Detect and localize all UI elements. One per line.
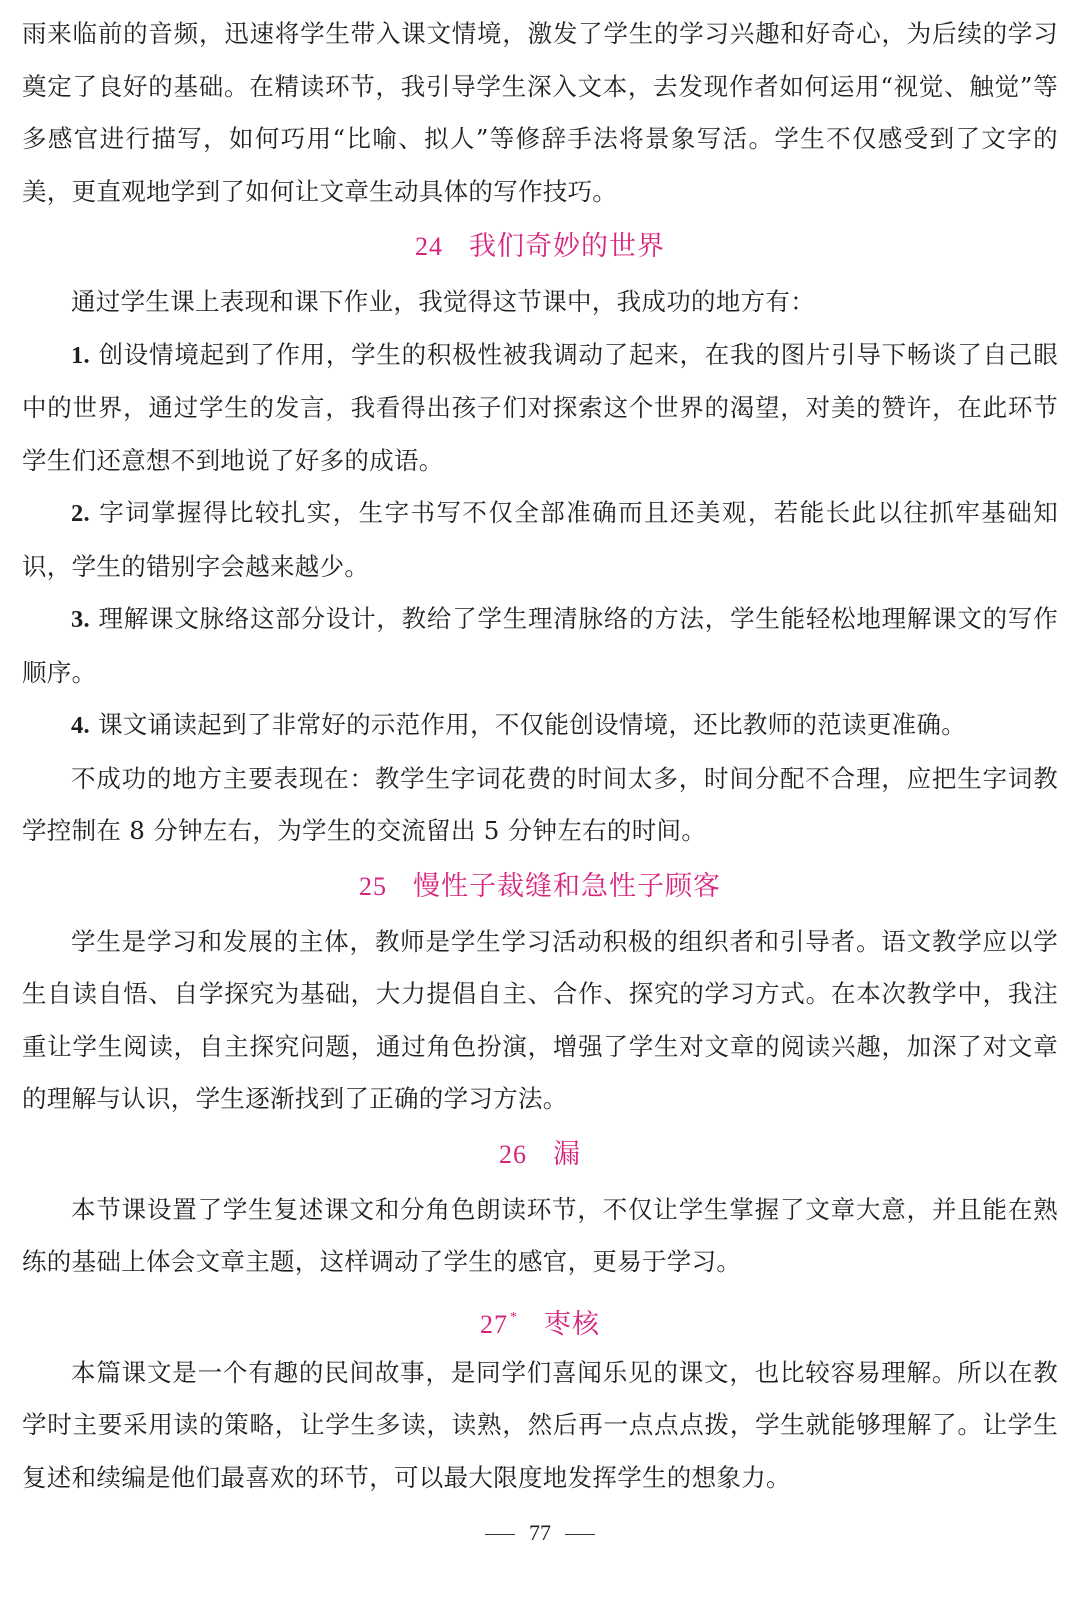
item-text: 课文诵读起到了非常好的示范作用，不仅能创设情境，还比教师的范读更准确。 xyxy=(89,710,967,739)
lesson-25-heading xyxy=(22,860,1058,914)
lesson-24-heading xyxy=(22,220,1058,274)
lesson-26-paragraph: 本节课设置了学生复述课文和分角色朗读环节，不仅让学生掌握了文章大意，并且能在熟练的基础上体会文章主题，这样调动了学生的感官，更易于学习。 xyxy=(22,1194,1058,1276)
item-number: 2. xyxy=(71,500,90,527)
lesson-24-item-1 xyxy=(22,329,1058,488)
lesson-26-number: 26 xyxy=(499,1139,527,1169)
lesson-25-number: 25 xyxy=(359,871,387,901)
lesson-24-item-4 xyxy=(22,699,1058,753)
item-text: 创设情境起到了作用，学生的积极性被我调动了起来，在我的图片引导下畅谈了自己眼中的世界，通过学生的发言，我看得出孩子们对探索这个世界的渴望，对美的赞许，在此环节学生们还意想不到地说了好多的成语。 xyxy=(22,339,1058,475)
lesson-27-paragraph: 本篇课文是一个有趣的民间故事，是同学们喜闻乐见的课文，也比较容易理解。所以在教学时主要采用读的策略，让学生多读，读熟，然后再一点点点拨，学生就能够理解了。让学生复述和续编是他们最喜欢的环节，可以最大限度地发挥学生的想象力。 xyxy=(22,1357,1058,1492)
document-page xyxy=(22,8,1058,1504)
lesson-26-heading xyxy=(22,1128,1058,1182)
item-text: 字词掌握得比较扎实，生字书写不仅全部准确而且还美观，若能长此以往抓牢基础知识，学生的错别字会越来越少。 xyxy=(22,498,1058,581)
lesson-24-shortcoming: 不成功的地方主要表现在：教学生字词花费的时间太多，时间分配不合理，应把生字词教学控制在 8 分钟左右，为学生的交流留出 5 分钟左右的时间。 xyxy=(22,763,1058,845)
lesson-27-number-group xyxy=(480,1310,518,1339)
item-number: 1. xyxy=(71,341,90,369)
item-text: 理解课文脉络这部分设计，教给了学生理清脉络的方法，学生能轻松地理解课文的写作顺序。 xyxy=(22,604,1058,687)
lesson-24-lead: 通过学生课上表现和课下作业，我觉得这节课中，我成功的地方有： xyxy=(71,287,815,316)
lesson-24-title: 我们奇妙的世界 xyxy=(469,231,665,262)
lesson-25-title: 慢性子裁缝和急性子顾客 xyxy=(413,870,721,902)
lesson-27-heading xyxy=(22,1291,1058,1345)
page-number-left-dash xyxy=(485,1534,515,1535)
lesson-26-title: 漏 xyxy=(553,1138,581,1170)
intro-paragraph: 雨来临前的音频，迅速将学生带入课文情境，激发了学生的学习兴趣和好奇心，为后续的学习奠定了良好的基础。在精读环节，我引导学生深入文本，去发现作者如何运用“视觉、触觉”等多感官进行描写，如何巧用“比喻、拟人”等修辞手法将景象写活。学生不仅感受到了文字的美，更直观地学到了如何让文章生动具体的写作技巧。 xyxy=(22,19,1058,206)
page-number-right-dash xyxy=(565,1534,595,1535)
lesson-24-number: 24 xyxy=(415,232,443,261)
optional-lesson-mark: * xyxy=(510,1309,518,1325)
lesson-25-paragraph: 学生是学习和发展的主体，教师是学生学习活动积极的组织者和引导者。语文教学应以学生自读自悟、自学探究为基础，大力提倡自主、合作、探究的学习方式。在本次教学中，我注重让学生阅读，自主探究问题，通过角色扮演，增强了学生对文章的阅读兴趣，加深了对文章的理解与认识，学生逐渐找到了正确的学习方法。 xyxy=(22,926,1058,1113)
item-number: 4. xyxy=(71,712,90,739)
page-number xyxy=(0,1520,1080,1546)
lesson-27-title: 枣核 xyxy=(544,1308,600,1340)
item-number: 3. xyxy=(71,606,90,633)
lesson-27-number: 27 xyxy=(480,1309,508,1339)
page-number-value: 77 xyxy=(529,1520,551,1545)
lesson-24-item-2 xyxy=(22,487,1058,593)
lesson-24-item-3 xyxy=(22,593,1058,699)
